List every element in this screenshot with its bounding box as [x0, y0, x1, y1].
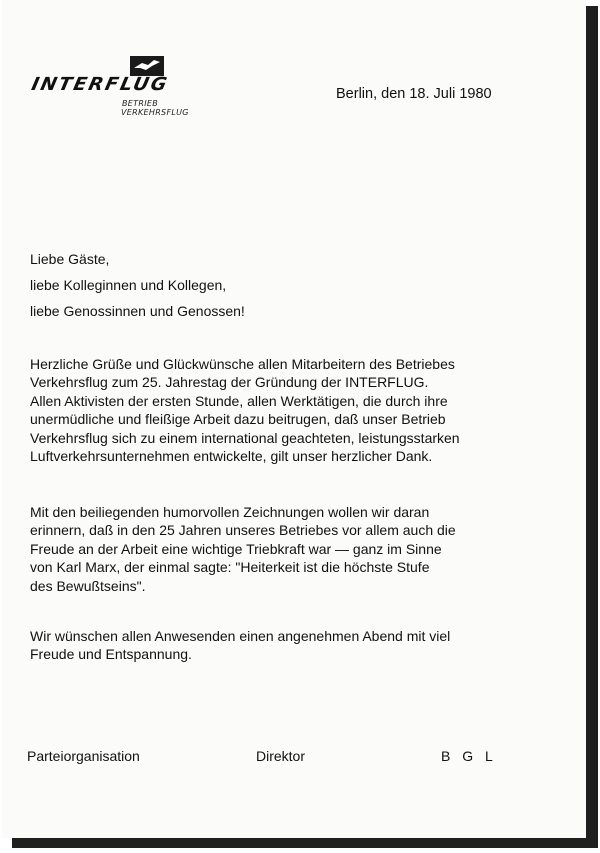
paragraph-line: Wir wünschen allen Anwesenden einen angenehmen Abend mit viel [30, 628, 451, 644]
paragraph-line: Mit den beiliegenden humorvollen Zeichnungen wollen wir daran [30, 504, 430, 520]
greeting-line: Liebe Gäste, [30, 251, 110, 267]
signature-party-organisation: Parteiorganisation [27, 748, 140, 764]
greeting-line: liebe Kolleginnen und Kollegen, [30, 277, 227, 293]
paper-shadow-bottom [12, 838, 598, 848]
logo-subtitle-betrieb: BETRIEB [122, 99, 158, 108]
paragraph-line: Freude an der Arbeit eine wichtige Triebkraft war — ganz im Sinne [30, 540, 442, 557]
paragraph-line: Verkehrsflug zum 25. Jahrestag der Gründung der INTERFLUG. [30, 374, 429, 391]
paragraph-drawings [30, 503, 456, 595]
paragraph-line: Luftverkehrsunternehmen entwickelte, gilt unser herzlicher Dank. [30, 448, 433, 465]
paper-shadow-right [586, 6, 598, 846]
paragraph-wishes [30, 627, 450, 664]
paragraph-line: Freude und Entspannung. [30, 646, 192, 663]
dateline: Berlin, den 18. Juli 1980 [336, 86, 492, 102]
greeting-line: liebe Genossinnen und Genossen! [30, 303, 245, 319]
signature-director: Direktor [256, 748, 306, 764]
paragraph-line: Herzliche Grüße und Glückwünsche allen Mitarbeitern des Betriebes [30, 356, 455, 372]
paragraph-line: Allen Aktivisten der ersten Stunde, allen Werktätigen, die durch ihre [30, 392, 448, 409]
paragraph-line: unermüdliche und fleißige Arbeit dazu beitrugen, daß unser Betrieb [30, 411, 446, 428]
paragraph-line: von Karl Marx, der einmal sagte: "Heiterkeit ist die höchste Stufe [30, 559, 430, 576]
paragraph-line: des Bewußtseins". [30, 577, 146, 594]
paragraph-line: Verkehrsflug sich zu einem international geachteten, leistungsstarken [30, 429, 460, 446]
signature-bgl: B G L [441, 748, 497, 764]
logo-wordmark: INTERFLUG [29, 74, 171, 95]
paragraph-line: erinnern, daß in den 25 Jahren unseres Betriebes vor allem auch die [30, 522, 456, 539]
letter-paper [2, 0, 586, 838]
paragraph-congratulations [30, 355, 460, 465]
crane-logo-icon [130, 56, 164, 76]
interflug-logo [29, 56, 219, 126]
logo-subtitle-verkehrsflug: VERKEHRSFLUG [121, 108, 189, 117]
